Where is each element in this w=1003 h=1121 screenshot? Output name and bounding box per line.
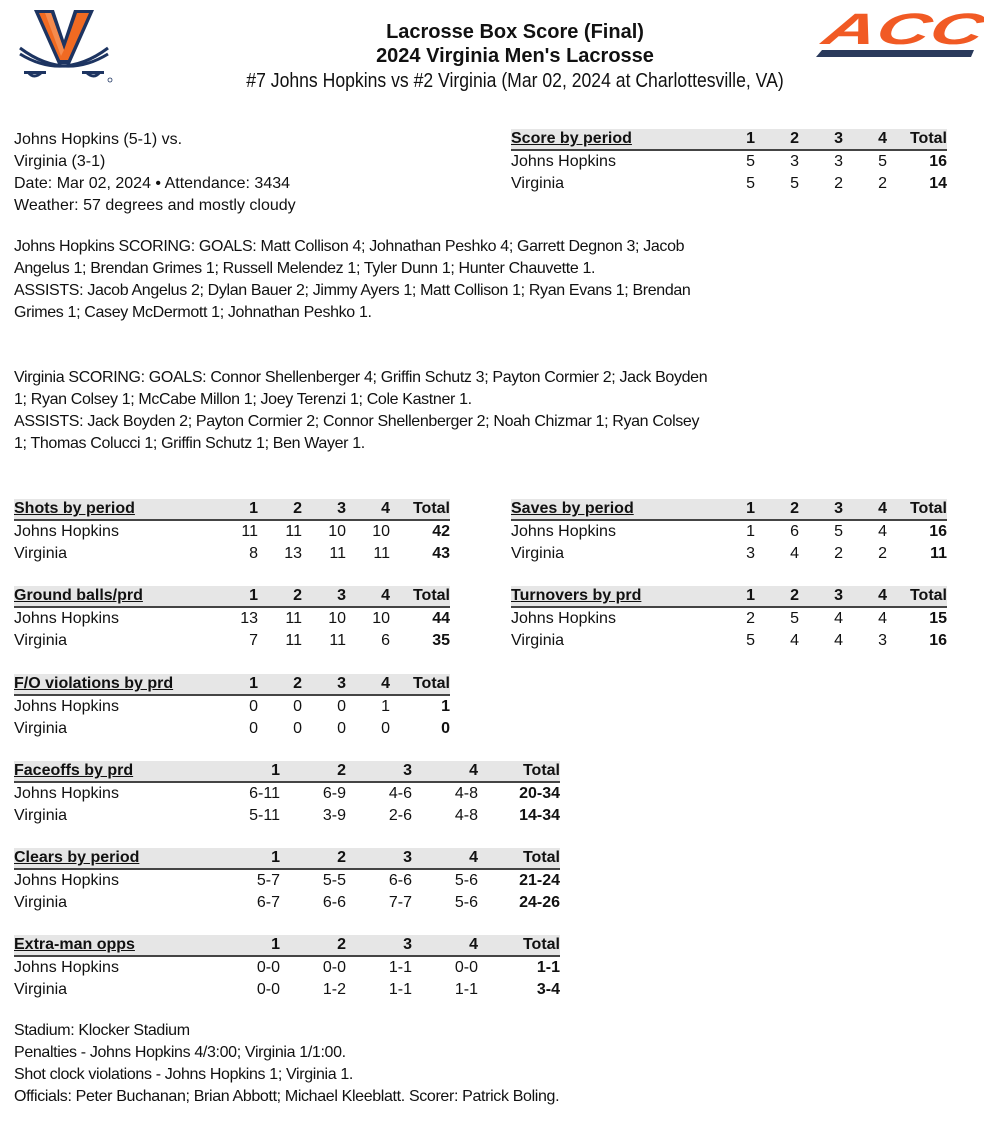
period-value: 5-6 bbox=[454, 872, 478, 889]
acc-logo bbox=[812, 6, 984, 62]
period-value: 0 bbox=[293, 698, 302, 715]
total-value: 24-26 bbox=[519, 894, 560, 911]
period-value: 8 bbox=[249, 545, 258, 562]
period-value: 11 bbox=[241, 523, 258, 540]
period-value: 5-6 bbox=[454, 894, 478, 911]
period-value: 11 bbox=[373, 545, 390, 562]
period-value: 3 bbox=[834, 153, 843, 170]
table-title: Turnovers by prd bbox=[511, 586, 711, 607]
table-header-row bbox=[511, 129, 947, 150]
period-value: 5 bbox=[834, 523, 843, 540]
total-header: Total bbox=[478, 848, 560, 869]
period-value: 6-11 bbox=[249, 785, 280, 802]
table-row bbox=[14, 695, 450, 718]
period-header: 4 bbox=[346, 586, 390, 607]
matchup-line: #7 Johns Hopkins vs #2 Virginia (Mar 02, 2024 at Charlottesville, VA) bbox=[246, 70, 784, 92]
period-value: 3 bbox=[878, 632, 887, 649]
period-value: 0-0 bbox=[256, 981, 280, 998]
table-row bbox=[511, 543, 947, 565]
period-value: 6 bbox=[790, 523, 799, 540]
extra-man-table bbox=[14, 935, 560, 1001]
title-block bbox=[200, 20, 830, 94]
team-name: Virginia bbox=[14, 981, 68, 998]
penalties: Penalties - Johns Hopkins 4/3:00; Virginia 1/1:00. bbox=[14, 1044, 346, 1061]
period-value: 11 bbox=[329, 545, 346, 562]
period-value: 10 bbox=[328, 523, 346, 540]
period-value: 4-6 bbox=[388, 785, 412, 802]
period-value: 11 bbox=[329, 632, 346, 649]
shot-clock-violations: Shot clock violations - Johns Hopkins 1; Virginia 1. bbox=[14, 1066, 354, 1083]
period-header: 1 bbox=[711, 499, 755, 520]
table-header-row bbox=[511, 586, 947, 607]
period-value: 5-11 bbox=[249, 807, 280, 824]
period-value: 0 bbox=[249, 698, 258, 715]
stadium: Stadium: Klocker Stadium bbox=[14, 1022, 190, 1039]
period-value: 11 bbox=[285, 632, 302, 649]
period-value: 2 bbox=[878, 545, 887, 562]
jhu-scoring bbox=[14, 236, 714, 324]
period-value: 6-6 bbox=[322, 894, 346, 911]
team-name: Virginia bbox=[14, 894, 68, 911]
period-header: 2 bbox=[755, 586, 799, 607]
period-value: 2 bbox=[834, 175, 843, 192]
period-value: 1-1 bbox=[388, 981, 412, 998]
table-row bbox=[14, 805, 560, 827]
total-value: 42 bbox=[432, 523, 450, 540]
period-value: 0 bbox=[249, 720, 258, 737]
total-value: 16 bbox=[929, 523, 947, 540]
period-value: 4 bbox=[790, 545, 799, 562]
period-value: 13 bbox=[240, 610, 258, 627]
table-title: Extra-man opps bbox=[14, 935, 214, 956]
game-info bbox=[14, 129, 296, 217]
table-row bbox=[511, 173, 947, 195]
period-header: 1 bbox=[214, 586, 258, 607]
period-header: 2 bbox=[755, 129, 799, 150]
period-header: 2 bbox=[280, 761, 346, 782]
period-value: 5 bbox=[746, 632, 755, 649]
total-value: 11 bbox=[930, 545, 947, 562]
team-name: Johns Hopkins bbox=[14, 698, 119, 715]
saves-table bbox=[511, 499, 947, 565]
period-value: 0 bbox=[293, 720, 302, 737]
table-row bbox=[511, 630, 947, 652]
team-name: Johns Hopkins bbox=[511, 523, 616, 540]
table-title: Faceoffs by prd bbox=[14, 761, 214, 782]
period-header: 3 bbox=[799, 129, 843, 150]
total-value: 14 bbox=[929, 175, 947, 192]
total-header: Total bbox=[887, 499, 947, 520]
total-header: Total bbox=[887, 586, 947, 607]
period-header: 2 bbox=[258, 586, 302, 607]
period-value: 0-0 bbox=[322, 959, 346, 976]
period-header: 2 bbox=[258, 674, 302, 695]
table-row bbox=[14, 892, 560, 914]
jhu-goals: Johns Hopkins SCORING: GOALS: Matt Collison 4; Johnathan Peshko 4; Garrett Degnon 3; Jacob Angelus 1; Brendan Grimes 1; Russell Melendez 1; Tyler Dunn 1; Hunter Chauvette 1. bbox=[14, 238, 685, 277]
uva-assists: ASSISTS: Jack Boyden 2; Payton Cormier 2; Connor Shellenberger 2; Noah Chizmar 1; Ryan Colsey 1; Thomas Colucci 1; Griffin Schutz 1; Ben Wayer 1. bbox=[14, 413, 700, 452]
period-value: 3-9 bbox=[322, 807, 346, 824]
period-value: 0-0 bbox=[454, 959, 478, 976]
period-header: 2 bbox=[258, 499, 302, 520]
total-value: 43 bbox=[432, 545, 450, 562]
team-name: Virginia bbox=[511, 632, 565, 649]
total-value: 16 bbox=[929, 632, 947, 649]
period-value: 5-7 bbox=[256, 872, 280, 889]
period-value: 13 bbox=[284, 545, 302, 562]
period-header: 3 bbox=[302, 674, 346, 695]
svg-text:ACC: ACC bbox=[818, 6, 926, 54]
period-value: 5-5 bbox=[322, 872, 346, 889]
period-value: 6 bbox=[381, 632, 390, 649]
period-value: 1-1 bbox=[388, 959, 412, 976]
period-header: 1 bbox=[711, 586, 755, 607]
table-header-row bbox=[14, 586, 450, 607]
total-header: Total bbox=[887, 129, 947, 150]
period-header: 4 bbox=[412, 761, 478, 782]
period-header: 4 bbox=[346, 499, 390, 520]
table-title: Score by period bbox=[511, 129, 711, 150]
table-row bbox=[511, 607, 947, 630]
period-value: 6-9 bbox=[322, 785, 346, 802]
period-header: 2 bbox=[280, 935, 346, 956]
shots-table bbox=[14, 499, 450, 565]
table-row bbox=[511, 520, 947, 543]
uva-scoring bbox=[14, 367, 714, 455]
table-header-row bbox=[14, 848, 560, 869]
period-header: 2 bbox=[755, 499, 799, 520]
period-header: 1 bbox=[711, 129, 755, 150]
period-value: 10 bbox=[372, 523, 390, 540]
period-value: 4-8 bbox=[454, 785, 478, 802]
table-row bbox=[14, 869, 560, 892]
total-value: 44 bbox=[432, 610, 450, 627]
total-value: 14-34 bbox=[519, 807, 560, 824]
team-name: Johns Hopkins bbox=[14, 785, 119, 802]
team-name: Virginia bbox=[14, 720, 68, 737]
table-row bbox=[14, 607, 450, 630]
period-value: 11 bbox=[285, 610, 302, 627]
faceoffs-table bbox=[14, 761, 560, 827]
total-header: Total bbox=[478, 761, 560, 782]
period-value: 7-7 bbox=[388, 894, 412, 911]
period-value: 2 bbox=[834, 545, 843, 562]
period-value: 1 bbox=[746, 523, 755, 540]
total-value: 20-34 bbox=[519, 785, 560, 802]
period-header: 4 bbox=[843, 499, 887, 520]
period-value: 10 bbox=[328, 610, 346, 627]
officials: Officials: Peter Buchanan; Brian Abbott; Michael Kleeblatt. Scorer: Patrick Boling. bbox=[14, 1088, 560, 1105]
total-value: 1-1 bbox=[536, 959, 560, 976]
visitor-record: Johns Hopkins (5-1) vs. bbox=[14, 131, 183, 148]
table-title: Ground balls/prd bbox=[14, 586, 214, 607]
period-value: 5 bbox=[878, 153, 887, 170]
team-name: Johns Hopkins bbox=[14, 959, 119, 976]
period-header: 4 bbox=[412, 935, 478, 956]
period-value: 2-6 bbox=[388, 807, 412, 824]
period-header: 3 bbox=[799, 499, 843, 520]
score-table bbox=[511, 129, 947, 195]
period-header: 1 bbox=[214, 674, 258, 695]
table-row bbox=[14, 520, 450, 543]
table-header-row bbox=[14, 674, 450, 695]
report-subtitle: 2024 Virginia Men's Lacrosse bbox=[376, 45, 654, 67]
team-name: Johns Hopkins bbox=[14, 872, 119, 889]
period-header: 1 bbox=[214, 848, 280, 869]
table-row bbox=[14, 718, 450, 740]
period-header: 4 bbox=[346, 674, 390, 695]
ground-balls-table bbox=[14, 586, 450, 652]
team-name: Johns Hopkins bbox=[14, 610, 119, 627]
period-value: 4 bbox=[878, 523, 887, 540]
team-name: Virginia bbox=[14, 632, 68, 649]
table-row bbox=[14, 956, 560, 979]
turnovers-table bbox=[511, 586, 947, 652]
period-value: 6-7 bbox=[256, 894, 280, 911]
team-name: Johns Hopkins bbox=[511, 610, 616, 627]
uva-goals: Virginia SCORING: GOALS: Connor Shellenberger 4; Griffin Schutz 3; Payton Cormier 2; Jack Boyden 1; Ryan Colsey 1; McCabe Millon 1; Joey Terenzi 1; Cole Kastner 1. bbox=[14, 369, 708, 408]
period-value: 2 bbox=[746, 610, 755, 627]
table-title: Clears by period bbox=[14, 848, 214, 869]
period-header: 1 bbox=[214, 935, 280, 956]
period-value: 5 bbox=[790, 175, 799, 192]
period-header: 4 bbox=[843, 129, 887, 150]
period-value: 5 bbox=[746, 175, 755, 192]
total-header: Total bbox=[390, 499, 450, 520]
weather: Weather: 57 degrees and mostly cloudy bbox=[14, 197, 296, 214]
table-row bbox=[14, 543, 450, 565]
total-header: Total bbox=[478, 935, 560, 956]
table-title: F/O violations by prd bbox=[14, 674, 214, 695]
table-row bbox=[14, 782, 560, 805]
team-name: Virginia bbox=[511, 545, 565, 562]
period-value: 10 bbox=[372, 610, 390, 627]
table-row bbox=[14, 979, 560, 1001]
period-header: 3 bbox=[346, 761, 412, 782]
team-name: Virginia bbox=[14, 545, 68, 562]
total-value: 15 bbox=[929, 610, 947, 627]
period-value: 7 bbox=[249, 632, 258, 649]
footer-notes bbox=[14, 1020, 559, 1108]
period-header: 4 bbox=[412, 848, 478, 869]
total-value: 0 bbox=[441, 720, 450, 737]
total-header: Total bbox=[390, 674, 450, 695]
total-value: 35 bbox=[432, 632, 450, 649]
total-value: 3-4 bbox=[536, 981, 560, 998]
period-header: 3 bbox=[346, 935, 412, 956]
period-header: 4 bbox=[843, 586, 887, 607]
table-row bbox=[511, 150, 947, 173]
period-value: 1-1 bbox=[454, 981, 478, 998]
table-header-row bbox=[14, 499, 450, 520]
period-value: 0 bbox=[337, 698, 346, 715]
period-value: 4 bbox=[834, 610, 843, 627]
total-header: Total bbox=[390, 586, 450, 607]
table-row bbox=[14, 630, 450, 652]
period-value: 2 bbox=[878, 175, 887, 192]
table-header-row bbox=[511, 499, 947, 520]
period-header: 3 bbox=[346, 848, 412, 869]
period-header: 3 bbox=[302, 499, 346, 520]
period-value: 5 bbox=[746, 153, 755, 170]
table-header-row bbox=[14, 935, 560, 956]
team-name: Johns Hopkins bbox=[14, 523, 119, 540]
period-value: 3 bbox=[746, 545, 755, 562]
period-header: 3 bbox=[799, 586, 843, 607]
home-record: Virginia (3-1) bbox=[14, 153, 106, 170]
period-value: 0-0 bbox=[256, 959, 280, 976]
period-value: 4 bbox=[878, 610, 887, 627]
fo-violations-table bbox=[14, 674, 450, 740]
team-name: Virginia bbox=[14, 807, 68, 824]
period-value: 1 bbox=[381, 698, 390, 715]
table-title: Shots by period bbox=[14, 499, 214, 520]
total-value: 21-24 bbox=[519, 872, 560, 889]
period-value: 4-8 bbox=[454, 807, 478, 824]
period-value: 3 bbox=[790, 153, 799, 170]
period-value: 0 bbox=[337, 720, 346, 737]
jhu-assists: ASSISTS: Jacob Angelus 2; Dylan Bauer 2; Jimmy Ayers 1; Matt Collison 1; Ryan Evans 1; Brendan Grimes 1; Casey McDermott 1; Johnathan Peshko 1. bbox=[14, 282, 691, 321]
total-value: 16 bbox=[929, 153, 947, 170]
table-title: Saves by period bbox=[511, 499, 711, 520]
period-value: 6-6 bbox=[388, 872, 412, 889]
period-header: 1 bbox=[214, 761, 280, 782]
period-value: 4 bbox=[790, 632, 799, 649]
table-header-row bbox=[14, 761, 560, 782]
report-title: Lacrosse Box Score (Final) bbox=[386, 21, 644, 43]
period-value: 0 bbox=[381, 720, 390, 737]
date-attendance: Date: Mar 02, 2024 • Attendance: 3434 bbox=[14, 175, 291, 192]
period-value: 5 bbox=[790, 610, 799, 627]
clears-table bbox=[14, 848, 560, 914]
team-name: Virginia bbox=[511, 175, 565, 192]
period-header: 3 bbox=[302, 586, 346, 607]
virginia-logo bbox=[14, 6, 114, 86]
period-header: 2 bbox=[280, 848, 346, 869]
team-name: Johns Hopkins bbox=[511, 153, 616, 170]
period-value: 1-2 bbox=[322, 981, 346, 998]
total-value: 1 bbox=[441, 698, 450, 715]
period-header: 1 bbox=[214, 499, 258, 520]
period-value: 4 bbox=[834, 632, 843, 649]
period-value: 11 bbox=[285, 523, 302, 540]
